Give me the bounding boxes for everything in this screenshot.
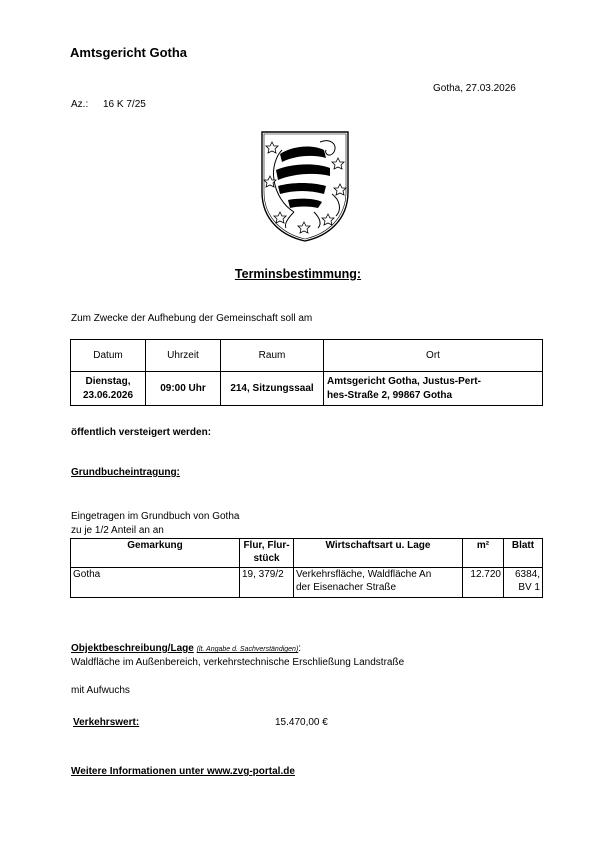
cell-uhrzeit: 09:00 Uhr: [146, 372, 221, 406]
more-info-link[interactable]: Weitere Informationen unter www.zvg-portal.de: [71, 766, 295, 777]
cell-flur: 19, 379/2: [240, 568, 294, 598]
datum-date: 23.06.2026: [82, 389, 134, 401]
col-header-datum: Datum: [71, 340, 146, 372]
ort-line-1: Amtsgericht Gotha, Justus-Pert-: [327, 375, 481, 387]
blatt-line-2: BV 1: [518, 582, 540, 593]
table-row: [71, 568, 543, 598]
grundbuch-heading: Grundbucheintragung:: [71, 467, 180, 478]
objekt-heading: Objektbeschreibung/Lage: [71, 643, 194, 654]
grundbuch-table: [70, 538, 543, 598]
col-header-qm: m²: [463, 539, 504, 568]
verkehrswert-label: Verkehrswert:: [73, 717, 140, 728]
objekt-heading-line: [71, 643, 301, 654]
col-header-wirtschaftsart: Wirtschaftsart u. Lage: [294, 539, 463, 568]
cell-wirtschaftsart: [294, 568, 463, 598]
wirtschaftsart-line-1: Verkehrsfläche, Waldfläche An: [296, 569, 432, 580]
objekt-extra: mit Aufwuchs: [71, 685, 130, 696]
objekt-description: Waldfläche im Außenbereich, verkehrstechnische Erschließung Landstraße: [71, 657, 405, 668]
file-number-label: Az.:: [71, 99, 89, 110]
grundbuch-line-2: zu je 1/2 Anteil an an: [71, 525, 164, 536]
col-header-flur: [240, 539, 294, 568]
col-header-ort: Ort: [324, 340, 543, 372]
thuringia-coat-of-arms-icon: [258, 128, 352, 244]
cell-datum: [71, 372, 146, 406]
auction-text: öffentlich versteigert werden:: [71, 427, 212, 438]
cell-ort: [324, 372, 543, 406]
blatt-line-1: 6384,: [514, 569, 540, 580]
flur-header-line-1: Flur, Flur-: [243, 540, 290, 551]
col-header-raum: Raum: [221, 340, 324, 372]
cell-qm: 12.720: [463, 568, 504, 598]
document-title: Terminsbestimmung:: [234, 267, 362, 281]
appointment-table: [70, 339, 543, 406]
cell-blatt: [504, 568, 543, 598]
grundbuch-line-1: Eingetragen im Grundbuch von Gotha: [71, 511, 240, 522]
court-name: Amtsgericht Gotha: [70, 45, 188, 60]
col-header-gemarkung: Gemarkung: [71, 539, 240, 568]
intro-text: Zum Zwecke der Aufhebung der Gemeinschaft soll am: [71, 313, 313, 324]
objekt-note: (lt. Angabe d. Sachverständigen): [196, 646, 299, 653]
cell-raum: 214, Sitzungssaal: [221, 372, 324, 406]
col-header-blatt: Blatt: [504, 539, 543, 568]
datum-weekday: Dienstag,: [85, 375, 131, 387]
place-date: Gotha, 27.03.2026: [433, 83, 516, 94]
file-number: 16 K 7/25: [103, 99, 146, 110]
objekt-colon: :: [298, 643, 302, 654]
verkehrswert-value: 15.470,00 €: [275, 717, 328, 728]
flur-header-line-2: stück: [253, 553, 280, 564]
table-row: [71, 372, 543, 406]
ort-line-2: hes-Straße 2, 99867 Gotha: [327, 389, 453, 401]
cell-gemarkung: Gotha: [71, 568, 240, 598]
wirtschaftsart-line-2: der Eisenacher Straße: [296, 582, 397, 593]
col-header-uhrzeit: Uhrzeit: [146, 340, 221, 372]
